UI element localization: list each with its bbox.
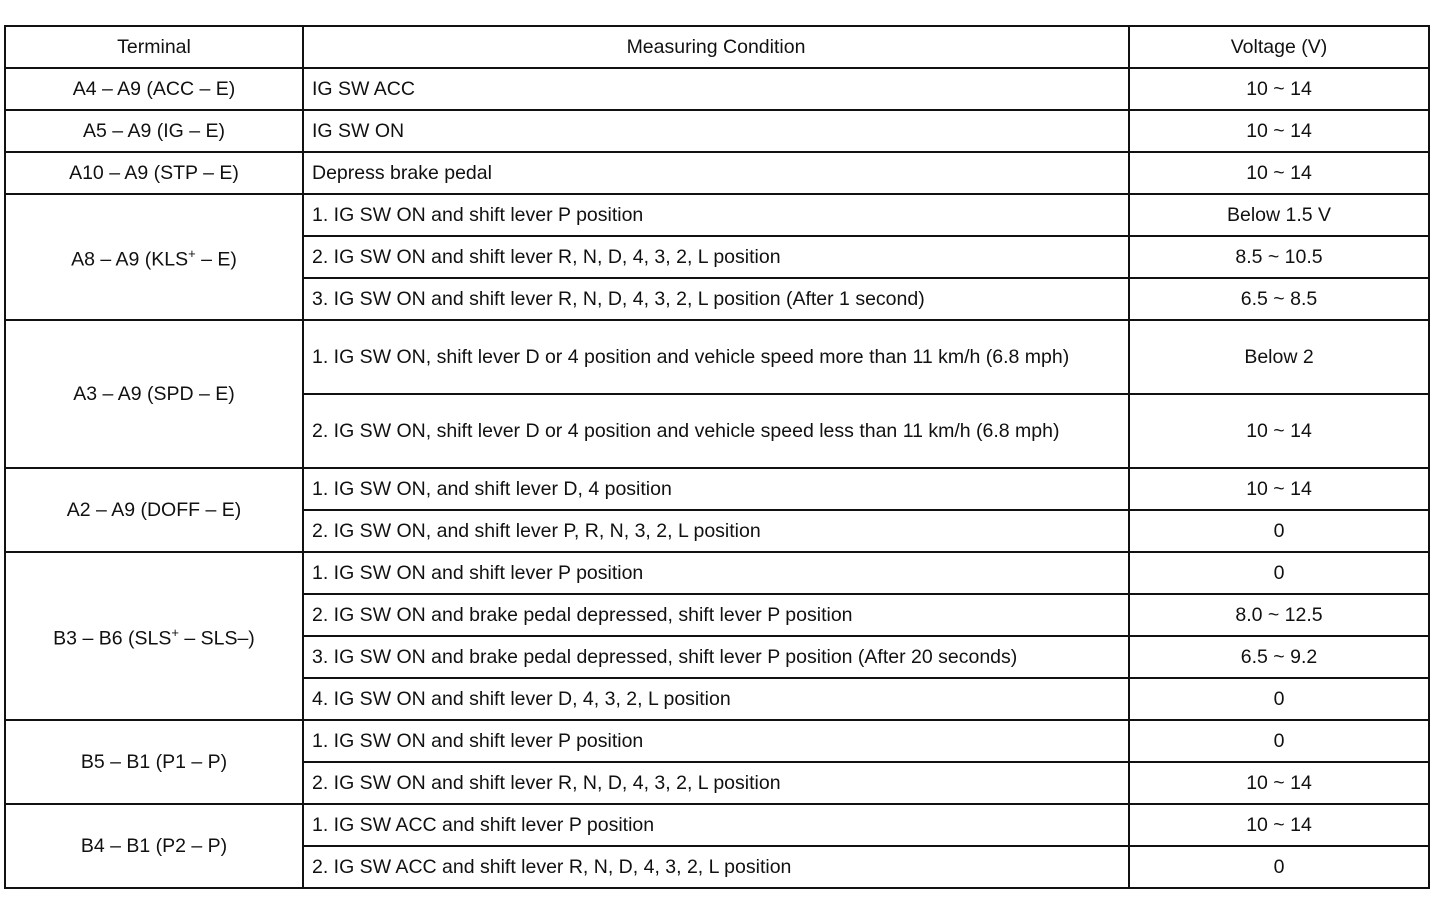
condition-cell: 2. IG SW ON and brake pedal depressed, shift lever P position <box>303 594 1129 636</box>
voltage-cell: 8.0 ~ 12.5 <box>1129 594 1429 636</box>
condition-cell: 1. IG SW ON and shift lever P position <box>303 552 1129 594</box>
voltage-cell: 0 <box>1129 552 1429 594</box>
condition-cell: 2. IG SW ON and shift lever R, N, D, 4, 3, 2, L position <box>303 236 1129 278</box>
table-row <box>5 804 1429 846</box>
header-measuring-condition: Measuring Condition <box>303 26 1129 68</box>
terminal-voltage-table <box>4 25 1430 889</box>
terminal-cell: A2 – A9 (DOFF – E) <box>5 468 303 552</box>
condition-cell: 3. IG SW ON and shift lever R, N, D, 4, 3, 2, L position (After 1 second) <box>303 278 1129 320</box>
condition-cell: 1. IG SW ON and shift lever P position <box>303 194 1129 236</box>
condition-cell: 1. IG SW ACC and shift lever P position <box>303 804 1129 846</box>
condition-cell: 1. IG SW ON, and shift lever D, 4 position <box>303 468 1129 510</box>
terminal-voltage-table-container <box>4 25 1428 889</box>
terminal-cell: B5 – B1 (P1 – P) <box>5 720 303 804</box>
voltage-cell: 0 <box>1129 678 1429 720</box>
header-row <box>5 26 1429 68</box>
terminal-cell: A5 – A9 (IG – E) <box>5 110 303 152</box>
voltage-cell: 10 ~ 14 <box>1129 68 1429 110</box>
table-row <box>5 68 1429 110</box>
condition-cell: 2. IG SW ON and shift lever R, N, D, 4, 3, 2, L position <box>303 762 1129 804</box>
terminal-cell: A8 – A9 (KLS+ – E) <box>5 194 303 320</box>
voltage-cell: Below 2 <box>1129 320 1429 394</box>
terminal-cell: A3 – A9 (SPD – E) <box>5 320 303 468</box>
table-row <box>5 320 1429 394</box>
table-row <box>5 110 1429 152</box>
voltage-cell: 0 <box>1129 510 1429 552</box>
terminal-cell: A10 – A9 (STP – E) <box>5 152 303 194</box>
voltage-cell: 10 ~ 14 <box>1129 468 1429 510</box>
condition-cell: IG SW ON <box>303 110 1129 152</box>
terminal-cell: B4 – B1 (P2 – P) <box>5 804 303 888</box>
condition-cell: 2. IG SW ON, and shift lever P, R, N, 3, 2, L position <box>303 510 1129 552</box>
condition-cell: Depress brake pedal <box>303 152 1129 194</box>
terminal-cell: B3 – B6 (SLS+ – SLS–) <box>5 552 303 720</box>
condition-cell: 1. IG SW ON, shift lever D or 4 position and vehicle speed more than 11 km/h (6.8 mph) <box>303 320 1129 394</box>
table-row <box>5 152 1429 194</box>
condition-cell: 3. IG SW ON and brake pedal depressed, shift lever P position (After 20 seconds) <box>303 636 1129 678</box>
voltage-cell: 8.5 ~ 10.5 <box>1129 236 1429 278</box>
voltage-cell: 6.5 ~ 8.5 <box>1129 278 1429 320</box>
table-row <box>5 468 1429 510</box>
header-terminal: Terminal <box>5 26 303 68</box>
terminal-cell: A4 – A9 (ACC – E) <box>5 68 303 110</box>
condition-cell: 4. IG SW ON and shift lever D, 4, 3, 2, L position <box>303 678 1129 720</box>
voltage-cell: 0 <box>1129 846 1429 888</box>
voltage-cell: 10 ~ 14 <box>1129 152 1429 194</box>
header-voltage: Voltage (V) <box>1129 26 1429 68</box>
voltage-cell: 6.5 ~ 9.2 <box>1129 636 1429 678</box>
condition-cell: IG SW ACC <box>303 68 1129 110</box>
voltage-cell: 10 ~ 14 <box>1129 804 1429 846</box>
voltage-cell: 0 <box>1129 720 1429 762</box>
condition-cell: 2. IG SW ON, shift lever D or 4 position and vehicle speed less than 11 km/h (6.8 mph) <box>303 394 1129 468</box>
voltage-cell: Below 1.5 V <box>1129 194 1429 236</box>
voltage-cell: 10 ~ 14 <box>1129 762 1429 804</box>
voltage-cell: 10 ~ 14 <box>1129 110 1429 152</box>
table-row <box>5 552 1429 594</box>
condition-cell: 2. IG SW ACC and shift lever R, N, D, 4, 3, 2, L position <box>303 846 1129 888</box>
voltage-cell: 10 ~ 14 <box>1129 394 1429 468</box>
condition-cell: 1. IG SW ON and shift lever P position <box>303 720 1129 762</box>
table-row <box>5 194 1429 236</box>
table-row <box>5 720 1429 762</box>
